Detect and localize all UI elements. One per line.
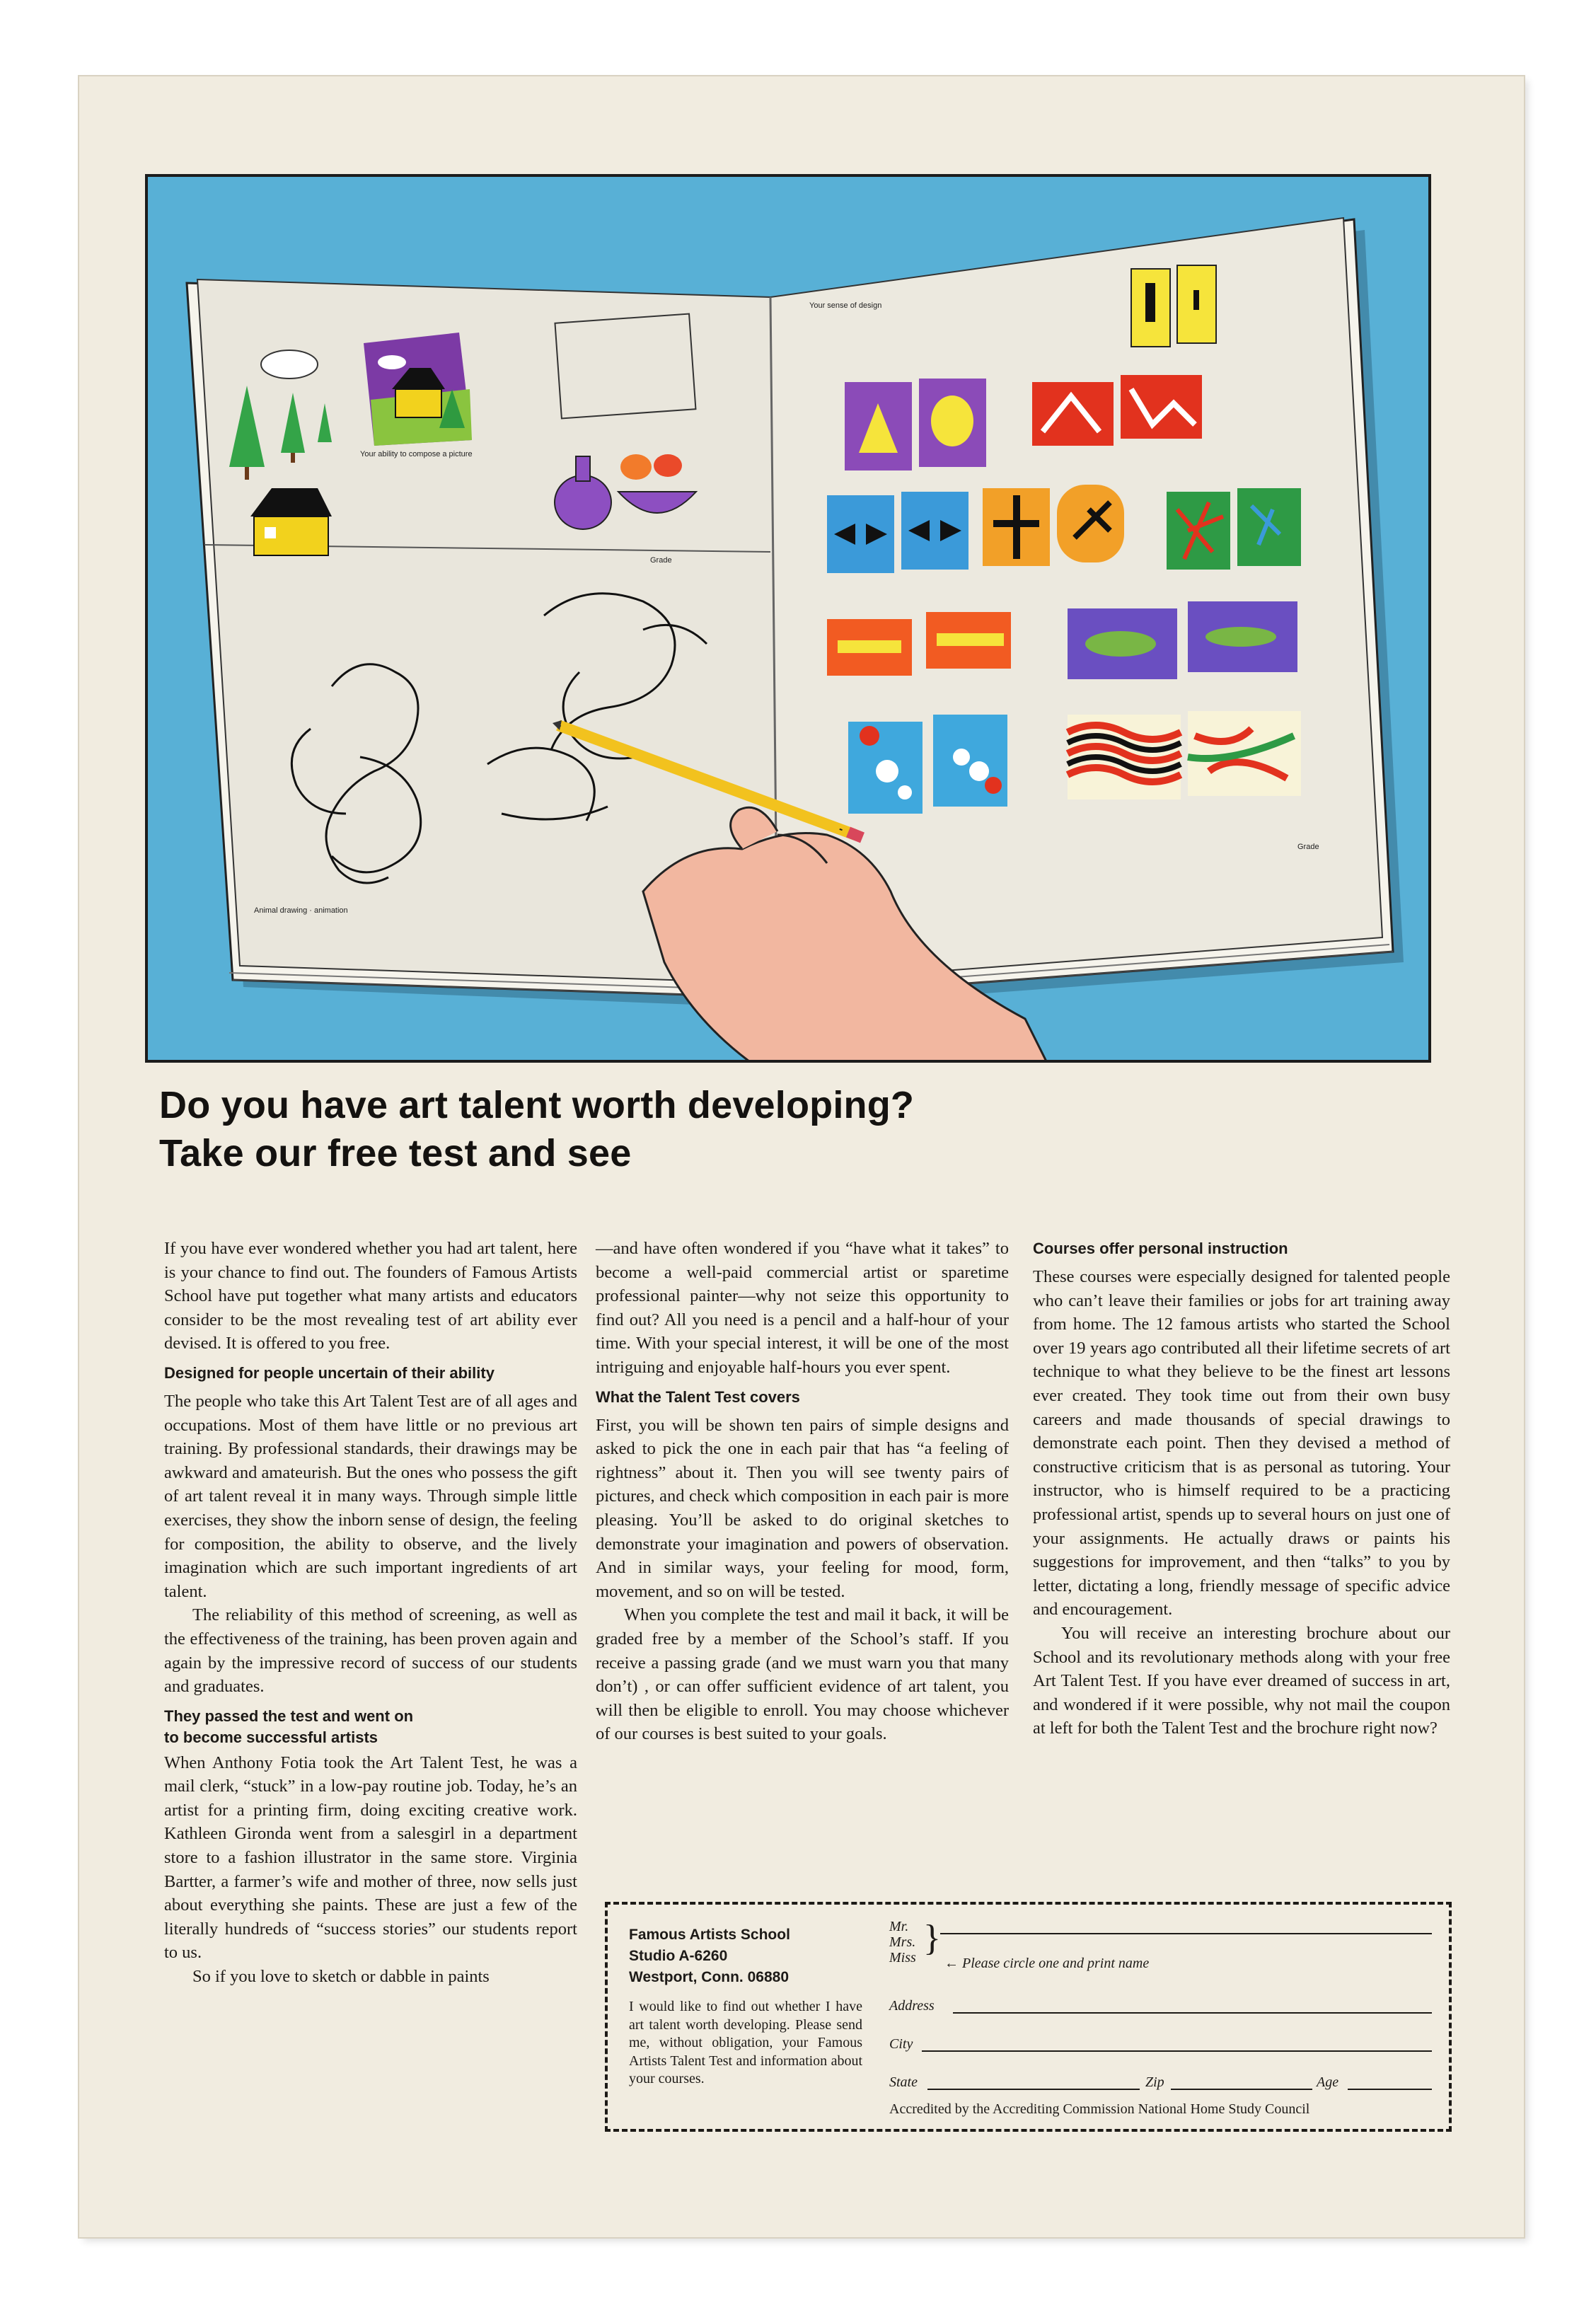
article-column-1 bbox=[164, 1237, 577, 1989]
article-column-3 bbox=[1033, 1238, 1450, 1740]
paragraph: So if you love to sketch or dabble in paints bbox=[192, 1967, 490, 1987]
left-grade-label: Grade bbox=[650, 556, 672, 565]
paragraph: When you complete the test and mail it back, it will be graded free by a member of the School’s staff. If you receive a passing grade (and we must warn you that many don’t) , or can offer sufficient evidence of art talent, you will then be eligible to enroll. You may choose whichever of our courses is best suited to your goals. bbox=[596, 1605, 1009, 1744]
mail-in-coupon[interactable] bbox=[605, 1902, 1452, 2132]
age-field[interactable] bbox=[1348, 2089, 1432, 2090]
subheading: Designed for people uncertain of their ability bbox=[164, 1363, 495, 1382]
coupon-request-text: I would like to find out whether I have art talent worth developing. Please send me, without obligation, your Famous Artists Talent Test and information about your courses. bbox=[629, 1999, 862, 2086]
circle-note: ← Please circle one and print name bbox=[944, 1956, 1150, 1971]
headline-line-1: Do you have art talent worth developing? bbox=[159, 1084, 915, 1126]
magazine-page bbox=[79, 76, 1524, 2237]
paragraph: First, you will be shown ten pairs of simple designs and asked to pick the one in each pair that has “a feeling of rightness” about it. Then you will see twenty pairs of pictures, and check which composition in each pair is more pleasing. You’ll be asked to do original sketches to demonstrate your imagination and powers of observation. And in similar ways, your feeling for mood, form, movement, and so on will be tested. bbox=[596, 1415, 1009, 1601]
paragraph: If you have ever wondered whether you had art talent, here is your chance to find out. The founders of Famous Artists School have put together what many artists and educators consider to be the most revealing test of art ability ever devised. It is offered to you free. bbox=[164, 1239, 577, 1353]
paragraph: The reliability of this method of screening, as well as the effectiveness of the training, has been proven again and again by the impressive record of success of our students and graduates. bbox=[164, 1605, 577, 1697]
state-label: State bbox=[889, 2074, 918, 2090]
name-field[interactable] bbox=[940, 1933, 1432, 1934]
subheading: What the Talent Test covers bbox=[596, 1387, 800, 1406]
zip-label: Zip bbox=[1145, 2074, 1164, 2090]
animal-title: Animal drawing · animation bbox=[254, 906, 348, 915]
salutation-options[interactable]: Mr. Mrs. Miss bbox=[889, 1919, 916, 1965]
open-booklet-drawing bbox=[148, 177, 1428, 1060]
paragraph: When Anthony Fotia took the Art Talent Test, he was a mail clerk, “stuck” in a low-pay routine job. Today, he’s an artist for a printing firm, doing exciting creative work. Kathleen Gironda went from a salesgirl in a department store to a fashion illustrator in the same store. Virginia Bartter, a farmer’s wife and mother of three, now sells just about everything she paints. These are just a few of the literally hundreds of “success stories” our students report to us. bbox=[164, 1753, 577, 1963]
age-label: Age bbox=[1317, 2074, 1339, 2090]
state-field[interactable] bbox=[927, 2089, 1140, 2090]
address-field[interactable] bbox=[953, 2012, 1432, 2014]
headline-line-2: Take our free test and see bbox=[159, 1132, 632, 1174]
city-label: City bbox=[889, 2036, 913, 2052]
paragraph: The people who take this Art Talent Test are of all ages and occupations. Most of them have little or no previous art training. By professional standards, their drawings may be awkward and amateurish. But the ones who possess the gift of art talent reveal it in many ways. Through simple little exercises, they show the inborn sense of design, the feeling for composition, the ability to observe, and the lively imagination which are such important ingredients of art talent. bbox=[164, 1391, 577, 1601]
paragraph: You will receive an interesting brochure about our School and its revolutionary methods along with your free Art Talent Test. If you have ever dreamed of success in art, and wondered if it were possible, why not mail the coupon at left for both the Talent Test and the brochure right now? bbox=[1033, 1623, 1450, 1738]
article-column-2 bbox=[596, 1237, 1009, 1746]
city-field[interactable] bbox=[922, 2050, 1432, 2052]
coupon-school-address: Famous Artists School Studio A-6260 Westport, Conn. 06880 bbox=[629, 1927, 790, 1985]
brace-icon: } bbox=[923, 1918, 941, 1958]
subheading: They passed the test and went on to become successful artists bbox=[164, 1707, 414, 1746]
address-label: Address bbox=[889, 1998, 935, 2014]
test-booklet-illustration bbox=[145, 174, 1431, 1063]
headline bbox=[159, 1081, 1362, 1177]
right-grade-label: Grade bbox=[1297, 843, 1319, 851]
subheading: Courses offer personal instruction bbox=[1033, 1240, 1288, 1257]
paragraph: —and have often wondered if you “have what it takes” to become a well-paid commercial artist or sparetime professional painter—why not seize this opportunity to find out? All you need is a pencil and a half-hour of your time. With your special interest, it will be one of the most intriguing and enjoyable half-hours you ever spent. bbox=[596, 1239, 1009, 1377]
design-title: Your sense of design bbox=[809, 301, 882, 310]
zip-field[interactable] bbox=[1171, 2089, 1312, 2090]
compose-title: Your ability to compose a picture bbox=[360, 450, 473, 458]
paragraph: These courses were especially designed for talented people who can’t leave their families or jobs for art training away from home. The 12 famous artists who started the School over 19 years ago contributed all their lifetime secrets of art technique to what they believe to be the finest art lessons ever created. They took time out from their own busy careers and made thousands of special drawings to demonstrate each point. Then they devised a method of constructive criticism that is as personal as tutoring. Your instructor, who is himself required to be a practicing professional artist, spends up to several hours on just one of your assignments. He actually draws or paints his suggestions for improvement, and then “talks” to you by letter, dictating a long, friendly message of specific advice and encouragement. bbox=[1033, 1267, 1450, 1620]
accreditation-note: Accredited by the Accrediting Commission National Home Study Council bbox=[889, 2101, 1310, 2117]
